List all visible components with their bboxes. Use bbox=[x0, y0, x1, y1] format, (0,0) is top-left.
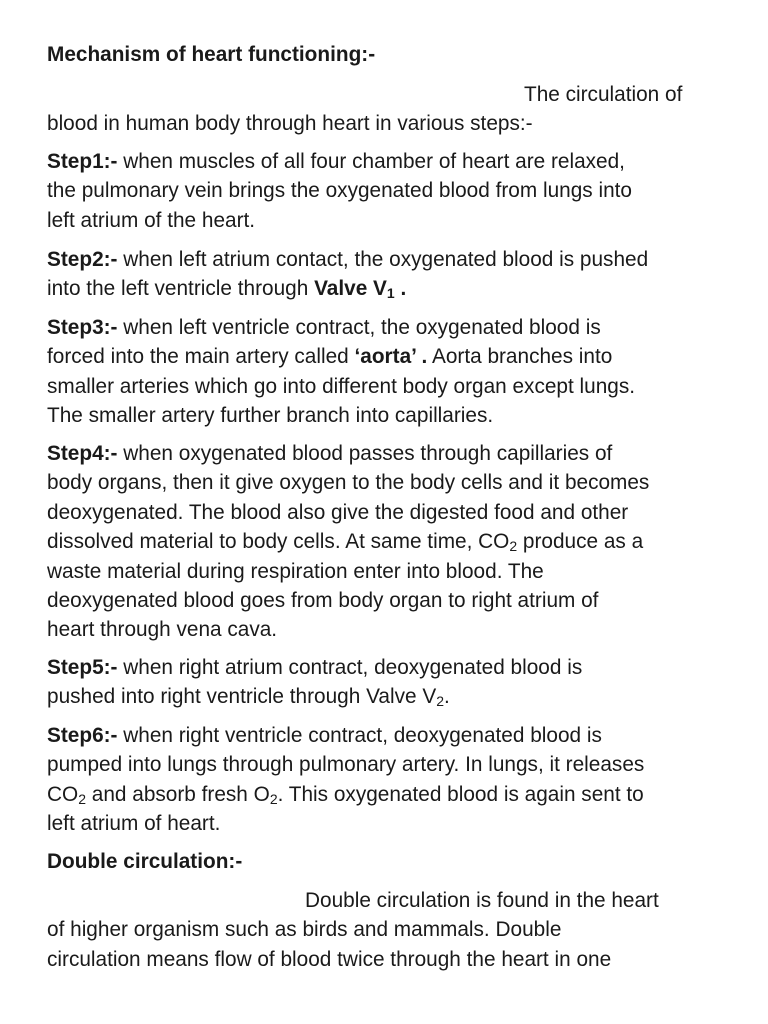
step6-line-2: pumped into lungs through pulmonary artery. In lungs, it releases bbox=[47, 753, 645, 777]
double-circulation-paragraph bbox=[47, 886, 727, 974]
step4-text-4b: produce as a bbox=[517, 530, 644, 554]
aorta-term: ‘aorta’ . bbox=[354, 345, 428, 369]
step3-paragraph bbox=[47, 313, 727, 431]
step1-line-1 bbox=[47, 147, 727, 176]
step4-paragraph bbox=[47, 439, 727, 645]
step4-text-1: when oxygenated blood passes through capillaries of bbox=[117, 442, 613, 465]
step2-line-1 bbox=[47, 245, 727, 274]
double-line-3: circulation means flow of blood twice through the heart in one bbox=[47, 947, 612, 971]
step6-text-3c: . This oxygenated blood is again sent to bbox=[277, 782, 644, 806]
intro-line-1: The circulation of bbox=[524, 83, 683, 106]
valve-v1-text: Valve V bbox=[314, 277, 387, 301]
double-line-2: of higher organism such as birds and mammals. Double bbox=[47, 918, 562, 942]
double-line-1: Double circulation is found in the heart bbox=[305, 889, 659, 912]
step6-line-4: left atrium of heart. bbox=[47, 812, 221, 836]
step2-text-2: into the left ventricle through bbox=[47, 277, 315, 301]
step1-line-2: the pulmonary vein brings the oxygenated blood from lungs into bbox=[47, 179, 632, 203]
step6-text-3a: CO bbox=[47, 782, 79, 806]
step6-text-3b: and absorb fresh O bbox=[86, 782, 270, 806]
step2-label: Step2:- bbox=[47, 248, 118, 271]
section-heading-mechanism: Mechanism of heart functioning:- bbox=[47, 43, 376, 66]
step5-paragraph bbox=[47, 653, 727, 712]
step3-line-2 bbox=[47, 342, 727, 371]
step4-text-4a: dissolved material to body cells. At same time, CO bbox=[47, 530, 510, 554]
step1-text-1: when muscles of all four chamber of heart are relaxed, bbox=[117, 150, 625, 173]
step5-line-1 bbox=[47, 653, 727, 682]
co2-subscript: 2 bbox=[509, 538, 518, 555]
step4-line-1 bbox=[47, 439, 727, 468]
step2-paragraph bbox=[47, 245, 727, 304]
intro-line-2: blood in human body through heart in various steps:- bbox=[47, 112, 533, 136]
step5-line-2 bbox=[47, 682, 727, 711]
step6-paragraph bbox=[47, 721, 727, 839]
step3-text-1: when left ventricle contract, the oxygenated blood is bbox=[117, 316, 601, 339]
step6-text-1: when right ventricle contract, deoxygenated blood is bbox=[117, 724, 602, 747]
step5-text-2b: . bbox=[444, 685, 450, 709]
step4-line-4 bbox=[47, 527, 727, 556]
step6-line-3 bbox=[47, 780, 727, 809]
step3-line-1 bbox=[47, 313, 727, 342]
step4-label: Step4:- bbox=[47, 442, 118, 465]
o2-subscript: 2 bbox=[269, 790, 278, 807]
step4-line-6: deoxygenated blood goes from body organ to right atrium of bbox=[47, 589, 599, 613]
step1-label: Step1:- bbox=[47, 150, 118, 173]
step3-line-3: smaller arteries which go into different body organ except lungs. bbox=[47, 374, 636, 398]
valve-v1 bbox=[314, 277, 406, 300]
section-heading-double-circulation: Double circulation:- bbox=[47, 850, 243, 873]
step3-text-2: forced into the main artery called bbox=[47, 345, 355, 369]
step3-line-4: The smaller artery further branch into capillaries. bbox=[47, 404, 494, 428]
step4-line-7: heart through vena cava. bbox=[47, 618, 278, 642]
intro-paragraph bbox=[47, 80, 727, 139]
step3-text-2-rest: Aorta branches into bbox=[427, 345, 613, 369]
step4-line-3: deoxygenated. The blood also give the digested food and other bbox=[47, 500, 629, 524]
step2-text-1: when left atrium contact, the oxygenated blood is pushed bbox=[117, 248, 649, 271]
step6-line-1 bbox=[47, 721, 727, 750]
step5-label: Step5:- bbox=[47, 656, 118, 679]
step4-line-5: waste material during respiration enter into blood. The bbox=[47, 559, 544, 583]
step3-label: Step3:- bbox=[47, 316, 118, 339]
valve-v2-subscript: 2 bbox=[436, 693, 445, 710]
step6-label: Step6:- bbox=[47, 724, 118, 747]
step1-line-3: left atrium of the heart. bbox=[47, 208, 256, 232]
step2-line-2 bbox=[47, 274, 727, 303]
co2-subscript-2: 2 bbox=[78, 790, 86, 807]
step5-text-2a: pushed into right ventricle through Valve V bbox=[47, 685, 437, 709]
step1-paragraph bbox=[47, 147, 727, 235]
valve-v1-end: . bbox=[394, 277, 407, 301]
valve-v1-subscript: 1 bbox=[386, 285, 395, 302]
step5-text-1: when right atrium contract, deoxygenated blood is bbox=[117, 656, 583, 679]
step4-line-2: body organs, then it give oxygen to the body cells and it becomes bbox=[47, 471, 650, 495]
